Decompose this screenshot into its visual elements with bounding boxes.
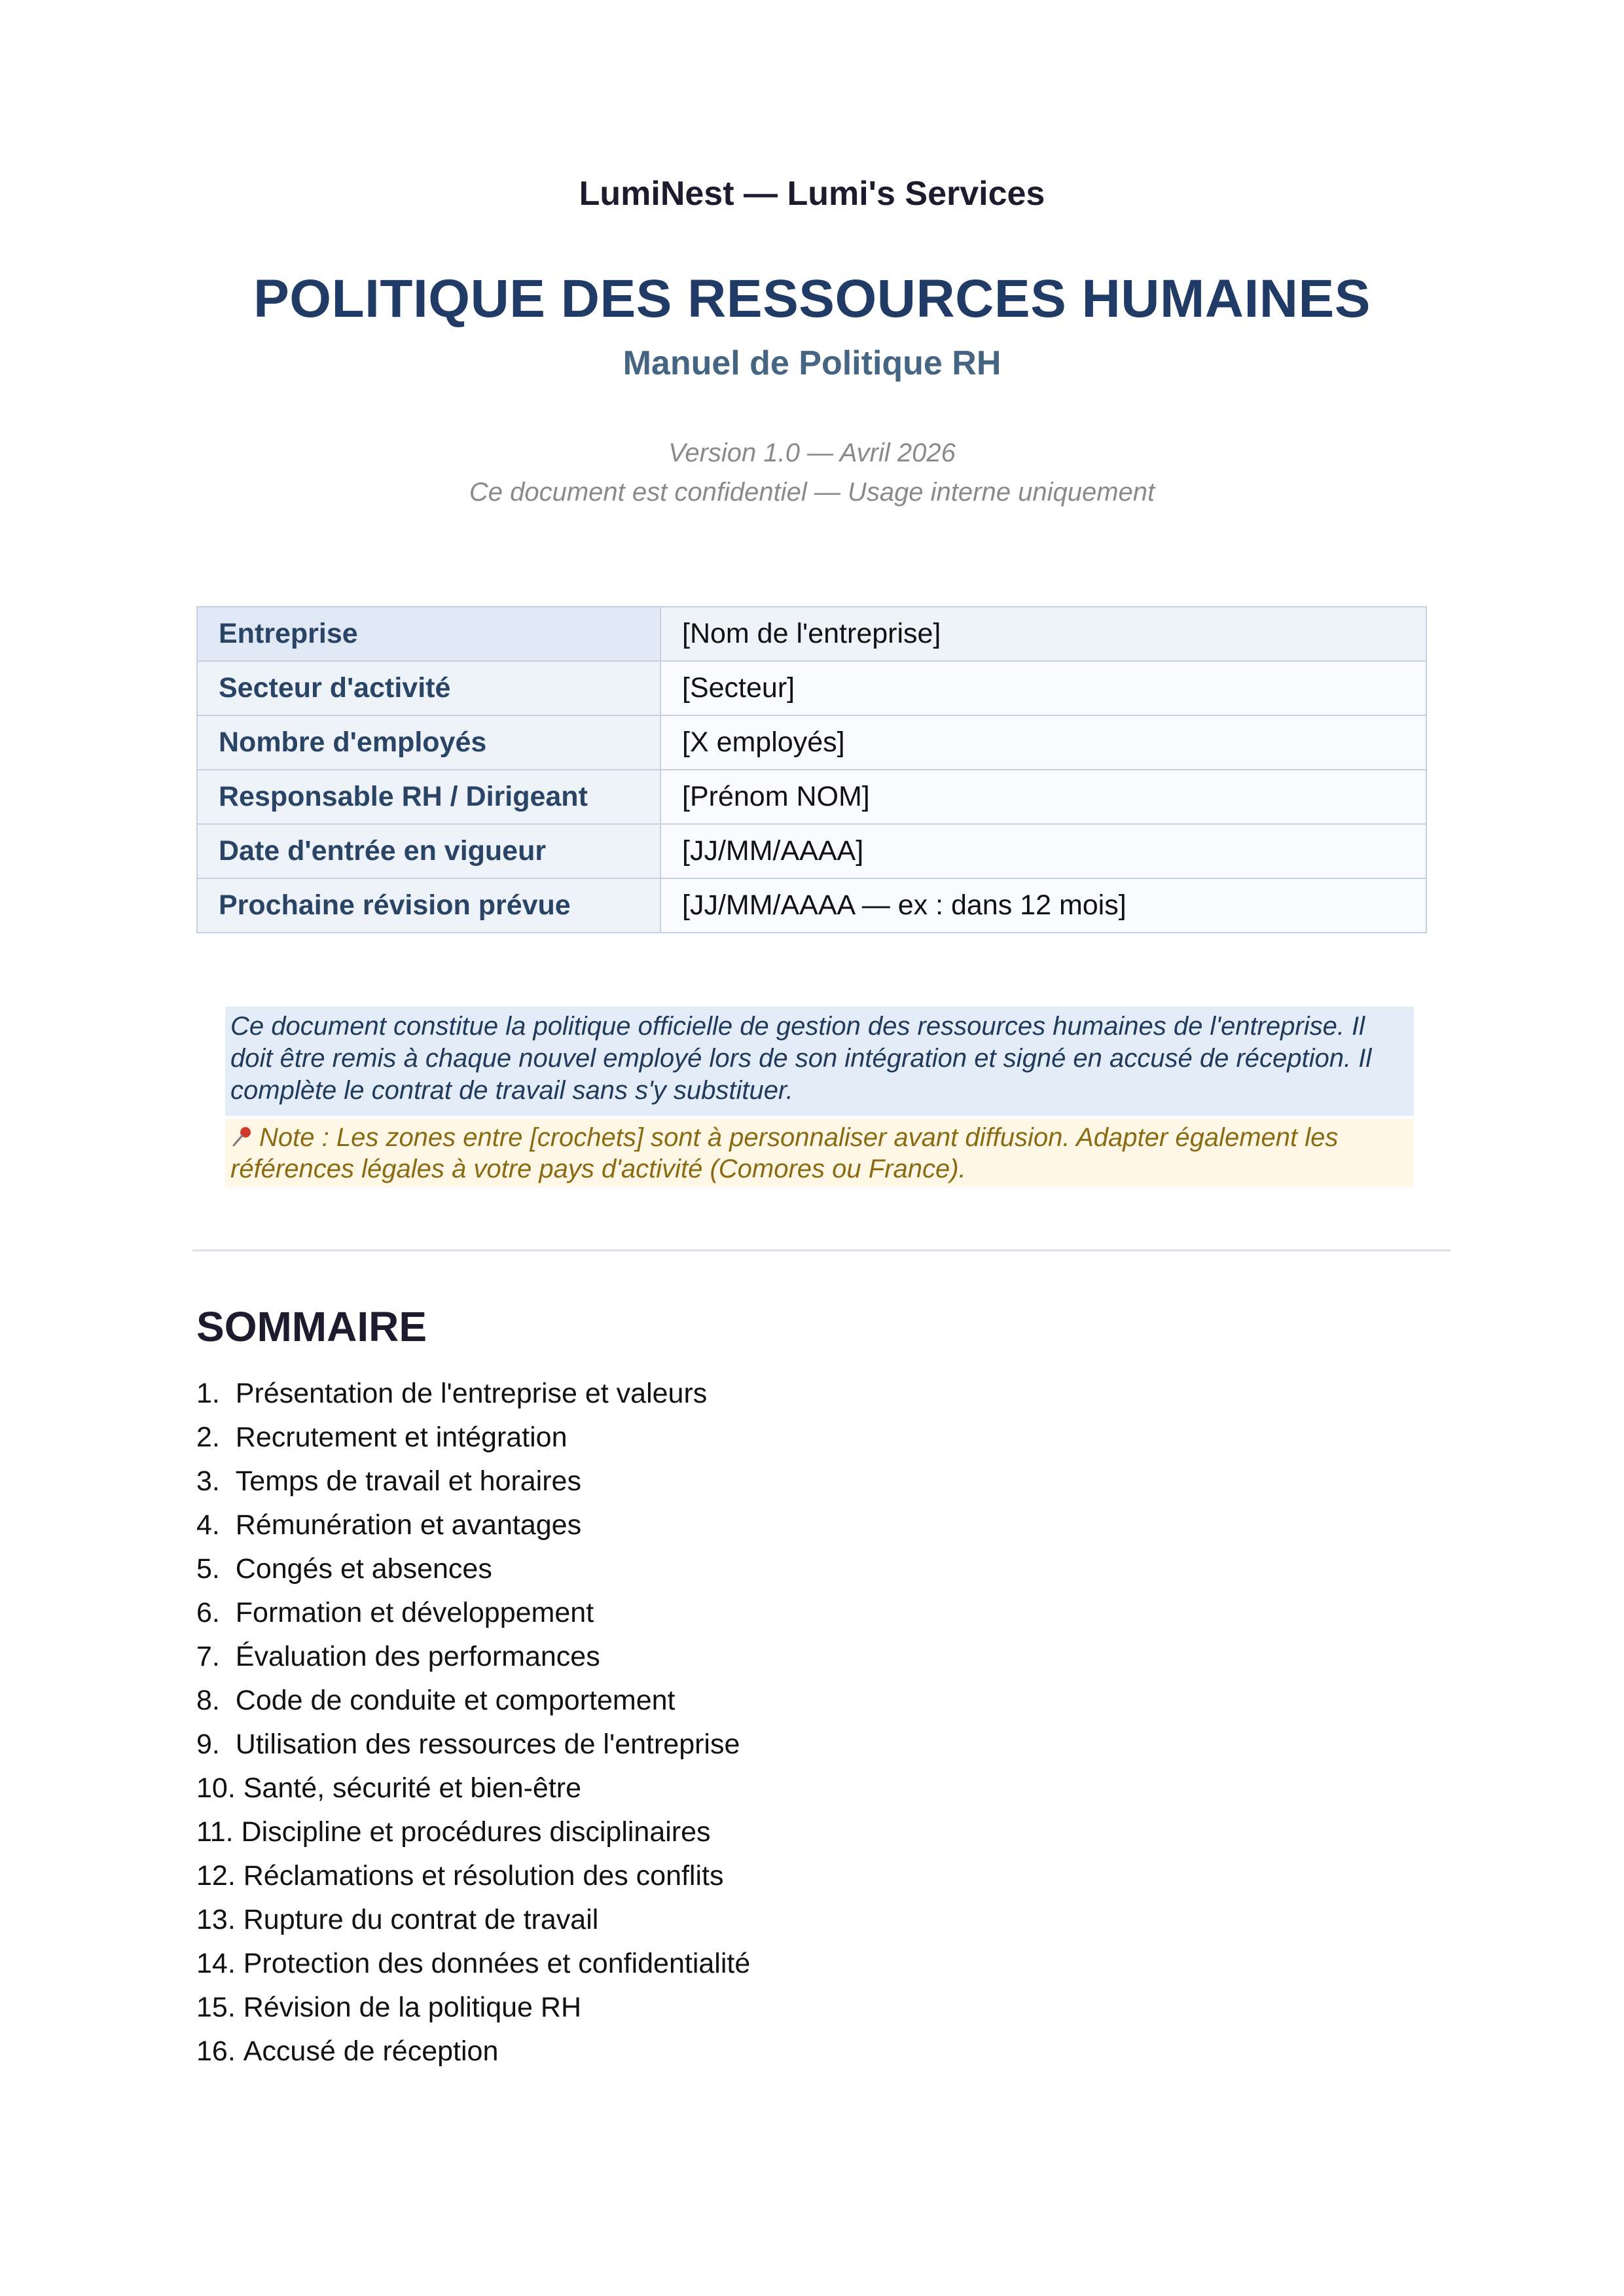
toc-number: 3. (196, 1465, 220, 1497)
toc-item[interactable] (196, 1547, 750, 1591)
toc-item[interactable] (196, 1635, 750, 1679)
info-value: [Secteur] (660, 661, 1426, 715)
info-label: Responsable RH / Dirigeant (197, 770, 660, 824)
info-row (197, 715, 1426, 770)
pushpin-icon (230, 1122, 259, 1153)
toc-item[interactable] (196, 1942, 750, 1986)
company-info-table (196, 606, 1427, 933)
toc-number: 12. (196, 1860, 236, 1892)
info-row (197, 661, 1426, 715)
info-row (197, 770, 1426, 824)
toc-number: 16. (196, 2036, 236, 2067)
info-label: Prochaine révision prévue (197, 878, 660, 933)
toc-item[interactable] (196, 1416, 750, 1460)
toc-number: 10. (196, 1772, 236, 1804)
toc-label: Protection des données et confidentialité (243, 1948, 751, 1979)
info-label: Secteur d'activité (197, 661, 660, 715)
info-label: Date d'entrée en vigueur (197, 824, 660, 878)
toc-label: Présentation de l'entreprise et valeurs (235, 1378, 708, 1409)
toc-label: Accusé de réception (243, 2036, 499, 2067)
toc-number: 11. (196, 1816, 234, 1848)
document-subtitle: Manuel de Politique RH (623, 344, 1001, 382)
toc-number: 13. (196, 1904, 236, 1935)
toc-label: Temps de travail et horaires (235, 1465, 581, 1497)
toc-item[interactable] (196, 1986, 750, 2030)
confidentiality-notice: Ce document est confidentiel — Usage interne uniquement (469, 478, 1155, 507)
info-value: [JJ/MM/AAAA] (660, 824, 1426, 878)
toc-number: 4. (196, 1509, 220, 1541)
toc-number: 14. (196, 1948, 236, 1979)
toc-label: Utilisation des ressources de l'entreprise (235, 1729, 740, 1760)
toc-number: 2. (196, 1422, 220, 1453)
toc-label: Rupture du contrat de travail (243, 1904, 599, 1935)
info-row (197, 878, 1426, 933)
toc-item[interactable] (196, 1591, 750, 1635)
toc-number: 1. (196, 1378, 220, 1409)
toc-label: Formation et développement (235, 1597, 594, 1628)
personalization-note (225, 1119, 1414, 1187)
toc-title: SOMMAIRE (196, 1303, 427, 1350)
version-line: Version 1.0 — Avril 2026 (668, 439, 956, 467)
note-text: Note : Les zones entre [crochets] sont à personnaliser avant diffusion. Adapter également les références légales à votre pays d'activité (Comores ou France). (230, 1123, 1339, 1183)
toc-number: 15. (196, 1992, 236, 2023)
info-label: Nombre d'employés (197, 715, 660, 770)
company-line: LumiNest — Lumi's Services (579, 175, 1045, 213)
toc-item[interactable] (196, 1767, 750, 1810)
toc-item[interactable] (196, 1898, 750, 1942)
toc-label: Réclamations et résolution des conflits (243, 1860, 724, 1892)
toc-item[interactable] (196, 1460, 750, 1503)
toc-label: Révision de la politique RH (243, 1992, 582, 2023)
intro-paragraph: Ce document constitue la politique officielle de gestion des ressources humaines de l'entreprise. Il doit être remis à chaque nouvel employé lors de son intégration et signé en accusé de réception. Il complète le contrat de travail sans s'y substituer. (225, 1007, 1414, 1116)
table-of-contents (196, 1372, 750, 2073)
toc-item[interactable] (196, 1854, 750, 1898)
toc-label: Évaluation des performances (235, 1641, 600, 1672)
info-row (197, 607, 1426, 661)
info-label: Entreprise (197, 607, 660, 661)
info-value: [Prénom NOM] (660, 770, 1426, 824)
toc-label: Santé, sécurité et bien-être (243, 1772, 582, 1804)
toc-item[interactable] (196, 1372, 750, 1416)
toc-number: 6. (196, 1597, 220, 1628)
document-title: POLITIQUE DES RESSOURCES HUMAINES (253, 269, 1371, 329)
toc-label: Recrutement et intégration (235, 1422, 568, 1453)
info-value: [X employés] (660, 715, 1426, 770)
toc-item[interactable] (196, 2030, 750, 2073)
toc-item[interactable] (196, 1723, 750, 1767)
toc-number: 8. (196, 1685, 220, 1716)
toc-number: 5. (196, 1553, 220, 1585)
toc-number: 7. (196, 1641, 220, 1672)
toc-number: 9. (196, 1729, 220, 1760)
info-row (197, 824, 1426, 878)
toc-item[interactable] (196, 1679, 750, 1723)
toc-label: Code de conduite et comportement (235, 1685, 676, 1716)
section-divider (192, 1249, 1451, 1251)
toc-label: Discipline et procédures disciplinaires (241, 1816, 711, 1848)
info-value: [JJ/MM/AAAA — ex : dans 12 mois] (660, 878, 1426, 933)
toc-label: Rémunération et avantages (235, 1509, 582, 1541)
toc-label: Congés et absences (235, 1553, 492, 1585)
info-value: [Nom de l'entreprise] (660, 607, 1426, 661)
toc-item[interactable] (196, 1503, 750, 1547)
toc-item[interactable] (196, 1810, 750, 1854)
